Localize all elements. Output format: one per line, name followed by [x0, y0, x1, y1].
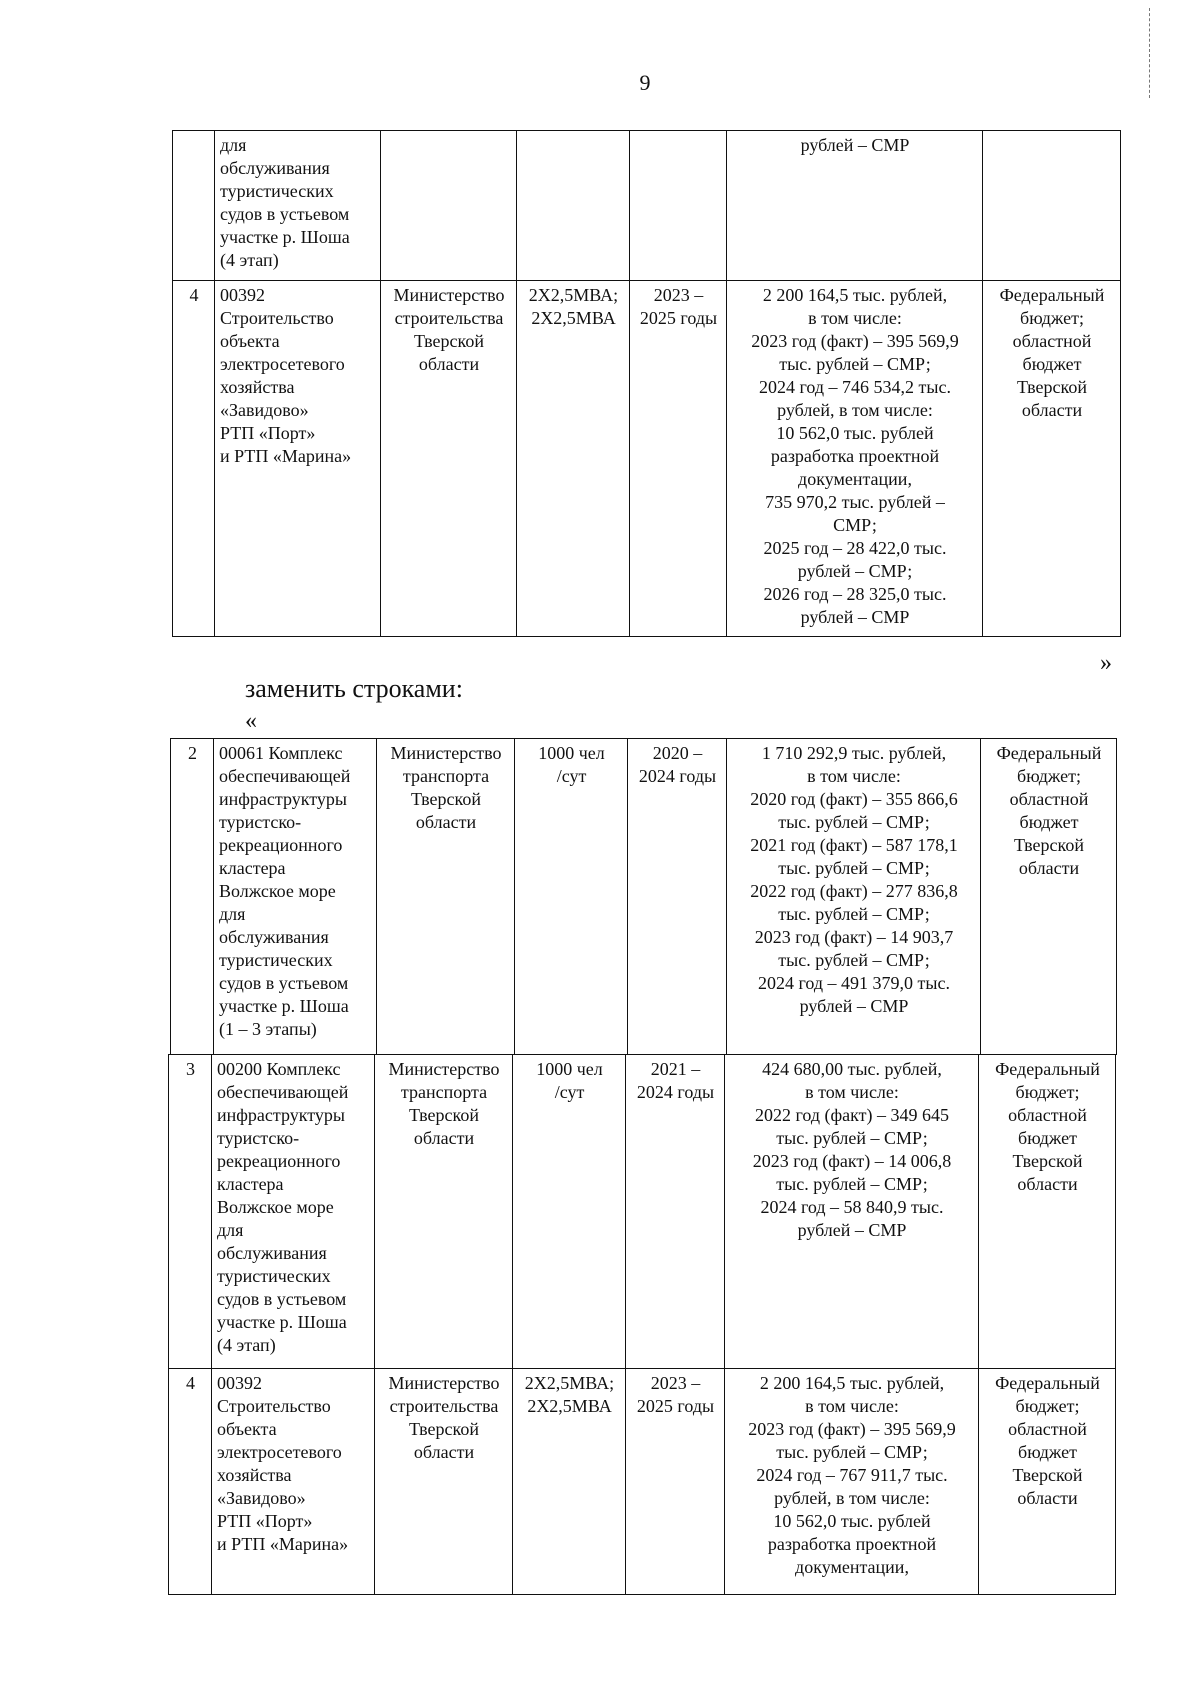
- cost: 2 200 164,5 тыс. рублей, в том числе: 2023 год (факт) – 395 569,9 тыс. рублей – СМР; 2024 год – 767 911,7 тыс. рублей, в том числе: 10 562,0 тыс. рублей разработка проектной документации,: [725, 1369, 979, 1595]
- funding-source: Федеральный бюджет; областной бюджет Тверской области: [983, 281, 1121, 637]
- opening-quote: «: [245, 708, 257, 734]
- object-name: 00200 Комплекс обеспечивающей инфраструктуры туристско- рекреационного кластера Волжское море для обслуживания туристических судов в устьевом участке р. Шоша (4 этап): [212, 1055, 375, 1369]
- row-number: 4: [173, 281, 215, 637]
- funding-source: [983, 131, 1121, 281]
- page-number: 9: [639, 70, 651, 95]
- object-name: 00061 Комплекс обеспечивающей инфраструктуры туристско- рекреационного кластера Волжское море для обслуживания туристических судов в устьевом участке р. Шоша (1 – 3 этапы): [214, 739, 377, 1055]
- funding-source: Федеральный бюджет; областной бюджет Тверской области: [979, 1055, 1116, 1369]
- row-number: [173, 131, 215, 281]
- table-row: [169, 1055, 1116, 1369]
- table-row: [173, 131, 1121, 281]
- row-number: 3: [169, 1055, 212, 1369]
- capacity: 1000 чел /сут: [515, 739, 628, 1055]
- funding-source: Федеральный бюджет; областной бюджет Тверской области: [979, 1369, 1116, 1595]
- funding-source: Федеральный бюджет; областной бюджет Тверской области: [981, 739, 1117, 1055]
- closing-quote: »: [1100, 650, 1112, 676]
- period: 2020 – 2024 годы: [628, 739, 727, 1055]
- object-name: для обслуживания туристических судов в устьевом участке р. Шоша (4 этап): [215, 131, 381, 281]
- table-row: [171, 739, 1117, 1055]
- responsible-org: Министерство транспорта Тверской области: [375, 1055, 513, 1369]
- row-number: 4: [169, 1369, 212, 1595]
- period: 2021 – 2024 годы: [626, 1055, 725, 1369]
- capacity: [517, 131, 630, 281]
- cost: 1 710 292,9 тыс. рублей, в том числе: 2020 год (факт) – 355 866,6 тыс. рублей – СМР; 2021 год (факт) – 587 178,1 тыс. рублей – СМР; 2022 год (факт) – 277 836,8 тыс. рублей – СМР; 2023 год (факт) – 14 903,7 тыс. рублей – СМР; 2024 год – 491 379,0 тыс. рублей – СМР: [727, 739, 981, 1055]
- responsible-org: Министерство строительства Тверской области: [375, 1369, 513, 1595]
- table-row: [169, 1369, 1116, 1595]
- table-row: [173, 281, 1121, 637]
- responsible-org: Министерство строительства Тверской области: [381, 281, 517, 637]
- capacity: 1000 чел /сут: [513, 1055, 626, 1369]
- object-name: 00392 Строительство объекта электросетевого хозяйства «Завидово» РТП «Порт» и РТП «Марина»: [212, 1369, 375, 1595]
- new-rows-table: [170, 738, 1117, 1055]
- cost: 424 680,00 тыс. рублей, в том числе: 2022 год (факт) – 349 645 тыс. рублей – СМР; 2023 год (факт) – 14 006,8 тыс. рублей – СМР; 2024 год – 58 840,9 тыс. рублей – СМР: [725, 1055, 979, 1369]
- capacity: 2Х2,5МВА; 2Х2,5МВА: [517, 281, 630, 637]
- period: 2023 – 2025 годы: [626, 1369, 725, 1595]
- responsible-org: Министерство транспорта Тверской области: [377, 739, 515, 1055]
- row-number: 2: [171, 739, 214, 1055]
- object-name: 00392 Строительство объекта электросетевого хозяйства «Завидово» РТП «Порт» и РТП «Марина»: [215, 281, 381, 637]
- responsible-org: [381, 131, 517, 281]
- cost: 2 200 164,5 тыс. рублей, в том числе: 2023 год (факт) – 395 569,9 тыс. рублей – СМР; 2024 год – 746 534,2 тыс. рублей, в том числе: 10 562,0 тыс. рублей разработка проектной документации, 735 970,2 тыс. рублей – СМР; 2025 год – 28 422,0 тыс. рублей – СМР; 2026 год – 28 325,0 тыс. рублей – СМР: [727, 281, 983, 637]
- new-rows-table-continued: [168, 1054, 1116, 1595]
- old-rows-table: [172, 130, 1121, 637]
- capacity: 2Х2,5МВА; 2Х2,5МВА: [513, 1369, 626, 1595]
- period: 2023 – 2025 годы: [630, 281, 727, 637]
- replace-instruction: заменить строками:: [245, 674, 463, 703]
- period: [630, 131, 727, 281]
- cost: рублей – СМР: [727, 131, 983, 281]
